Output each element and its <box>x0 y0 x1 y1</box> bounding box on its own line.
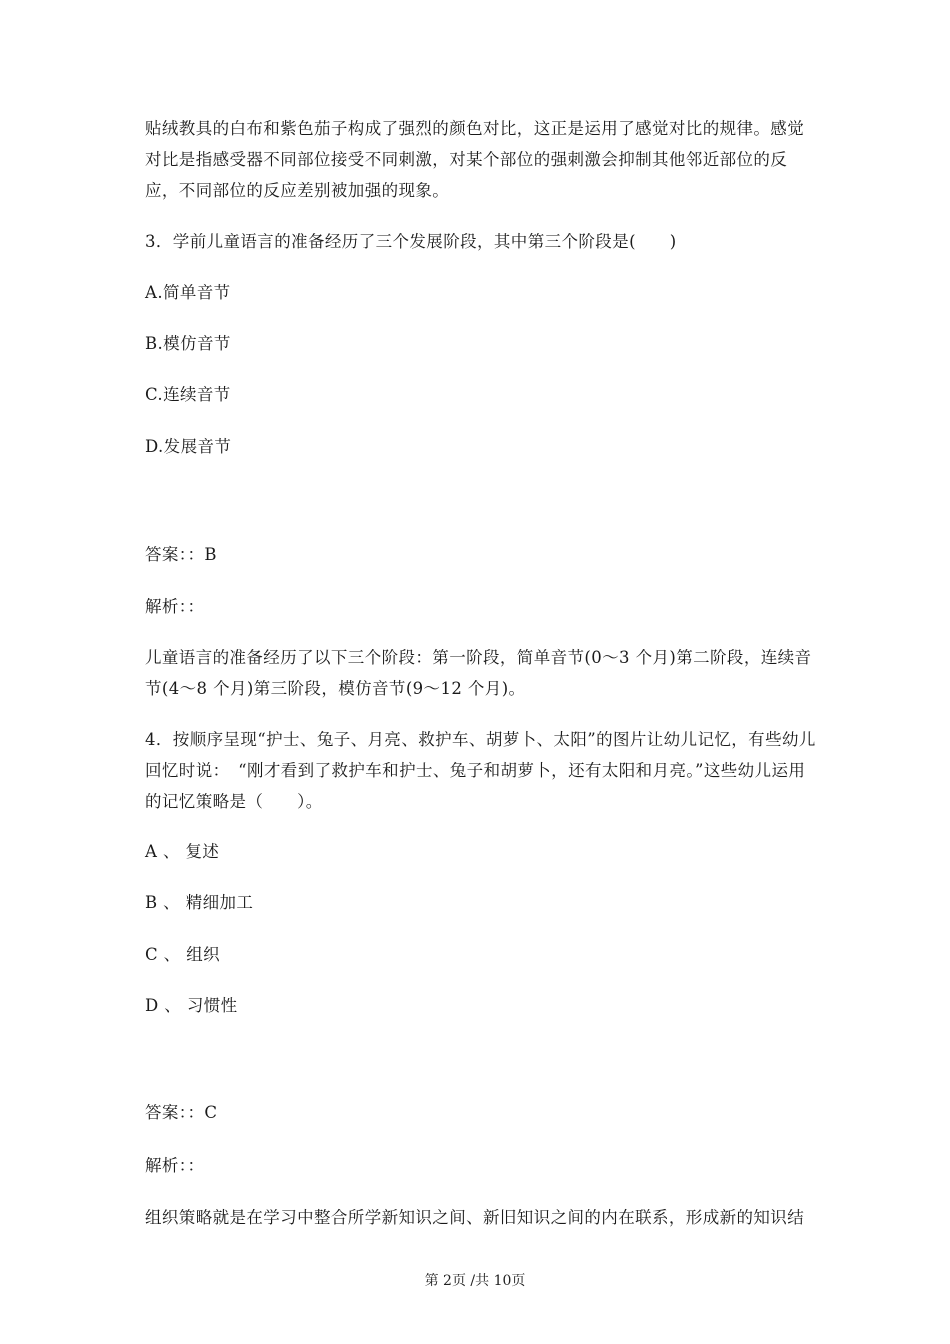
q4-option-b: B 、 精细加工 <box>145 893 254 912</box>
intro-line-2: 对比是指感受器不同部位接受不同刺激，对某个部位的强刺激会抑制其他邻近部位的反 <box>145 150 788 169</box>
intro-line-3: 应，不同部位的反应差别被加强的现象。 <box>145 181 450 200</box>
q4-option-c: C 、 组织 <box>145 945 221 964</box>
q4-stem-line-3: 的记忆策略是（ ）。 <box>145 792 323 811</box>
q4-analysis-label: 解析：： <box>145 1156 205 1175</box>
q4-stem-line-1: 4．按顺序呈现“护士、兔子、月亮、救护车、胡萝卜、太阳”的图片让幼儿记忆，有些幼儿 <box>145 730 816 749</box>
q3-answer: 答案：：B <box>145 545 217 564</box>
intro-line-1: 贴绒教具的白布和紫色茄子构成了强烈的颜色对比，这正是运用了感觉对比的规律。感觉 <box>145 119 805 138</box>
q4-stem-line-2: 回忆时说： “刚才看到了救护车和护士、兔子和胡萝卜，还有太阳和月亮。”这些幼儿运用 <box>145 761 806 780</box>
q3-option-a: A.简单音节 <box>145 283 231 302</box>
q3-option-c: C.连续音节 <box>145 385 231 404</box>
page-number-footer: 第 2页 /共 10页 <box>424 1273 526 1289</box>
q3-stem: 3．学前儿童语言的准备经历了三个发展阶段，其中第三个阶段是( ) <box>145 232 677 251</box>
q3-option-d: D.发展音节 <box>145 437 232 456</box>
q4-answer: 答案：：C <box>145 1103 218 1122</box>
q4-option-d: D 、 习惯性 <box>145 996 238 1015</box>
q3-analysis-line-2: 节(4～8 个月)第三阶段，模仿音节(9～12 个月)。 <box>145 679 526 698</box>
q4-option-a: A 、 复述 <box>145 842 220 861</box>
q3-analysis-label: 解析：： <box>145 597 205 616</box>
q3-analysis-line-1: 儿童语言的准备经历了以下三个阶段：第一阶段，简单音节(0～3 个月)第二阶段，连续音 <box>145 648 812 667</box>
q3-option-b: B.模仿音节 <box>145 334 231 353</box>
q4-analysis-line-1: 组织策略就是在学习中整合所学新知识之间、新旧知识之间的内在联系，形成新的知识结 <box>145 1208 805 1227</box>
